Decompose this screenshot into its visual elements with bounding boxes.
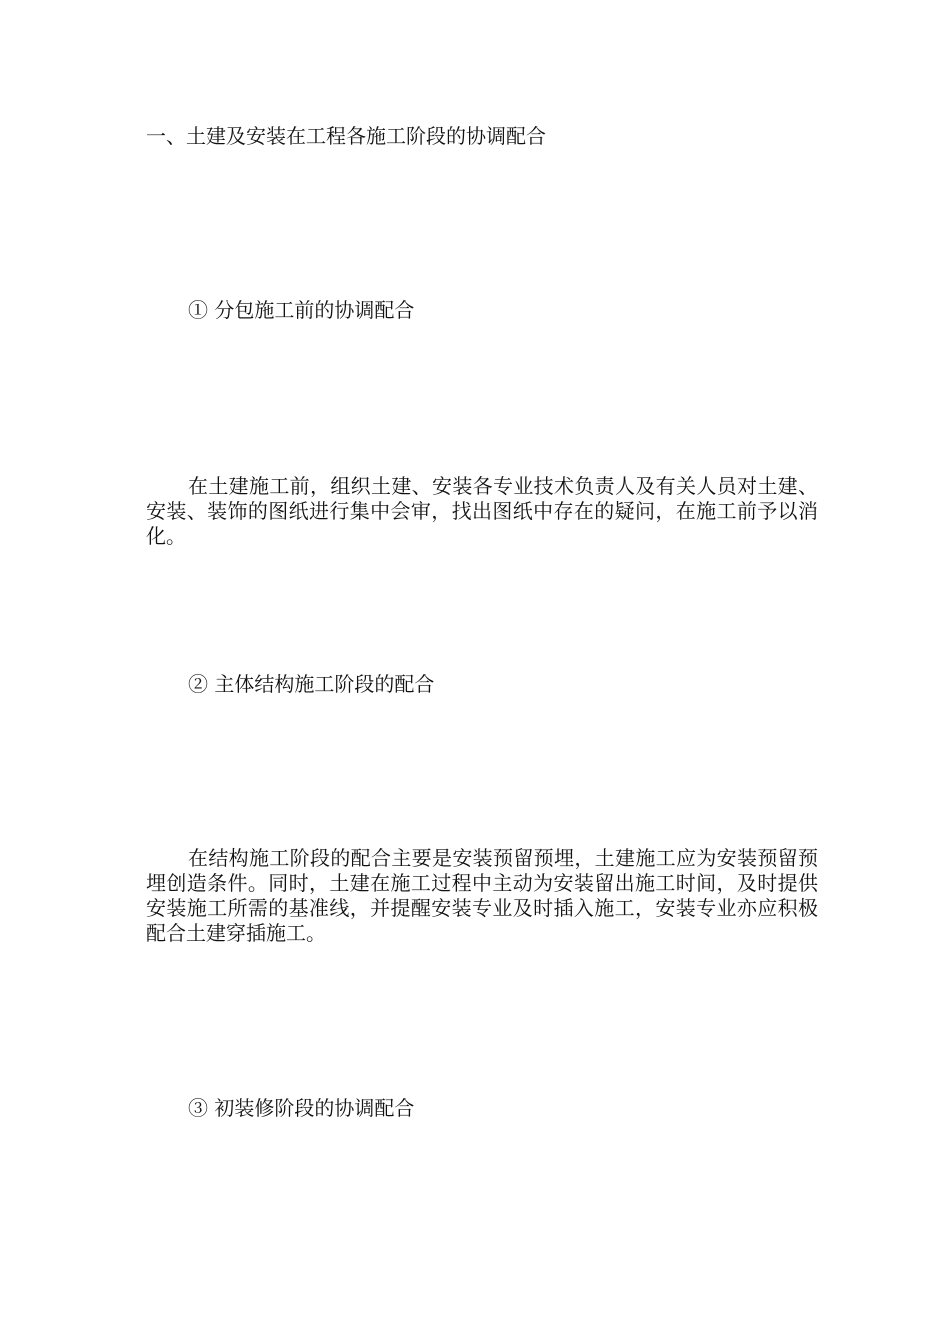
section-1-subheading: ① 分包施工前的协调配合 [188,298,415,322]
section-3-subheading: ③ 初装修阶段的协调配合 [188,1096,415,1120]
section-2-body: 在结构施工阶段的配合主要是安装预留预埋，土建施工应为安装预留预埋创造条件。同时，土建在施工过程中主动为安装留出施工时间，及时提供安装施工所需的基准线，并提醒安装专业及时插入施工，安装专业亦应积极配合土建穿插施工。 [146,846,818,945]
document-heading: 一、土建及安装在工程各施工阶段的协调配合 [146,124,546,148]
section-2-subheading: ② 主体结构施工阶段的配合 [188,672,435,696]
section-1-body: 在土建施工前，组织土建、安装各专业技术负责人及有关人员对土建、安装、装饰的图纸进行集中会审，找出图纸中存在的疑问，在施工前予以消化。 [146,474,818,548]
